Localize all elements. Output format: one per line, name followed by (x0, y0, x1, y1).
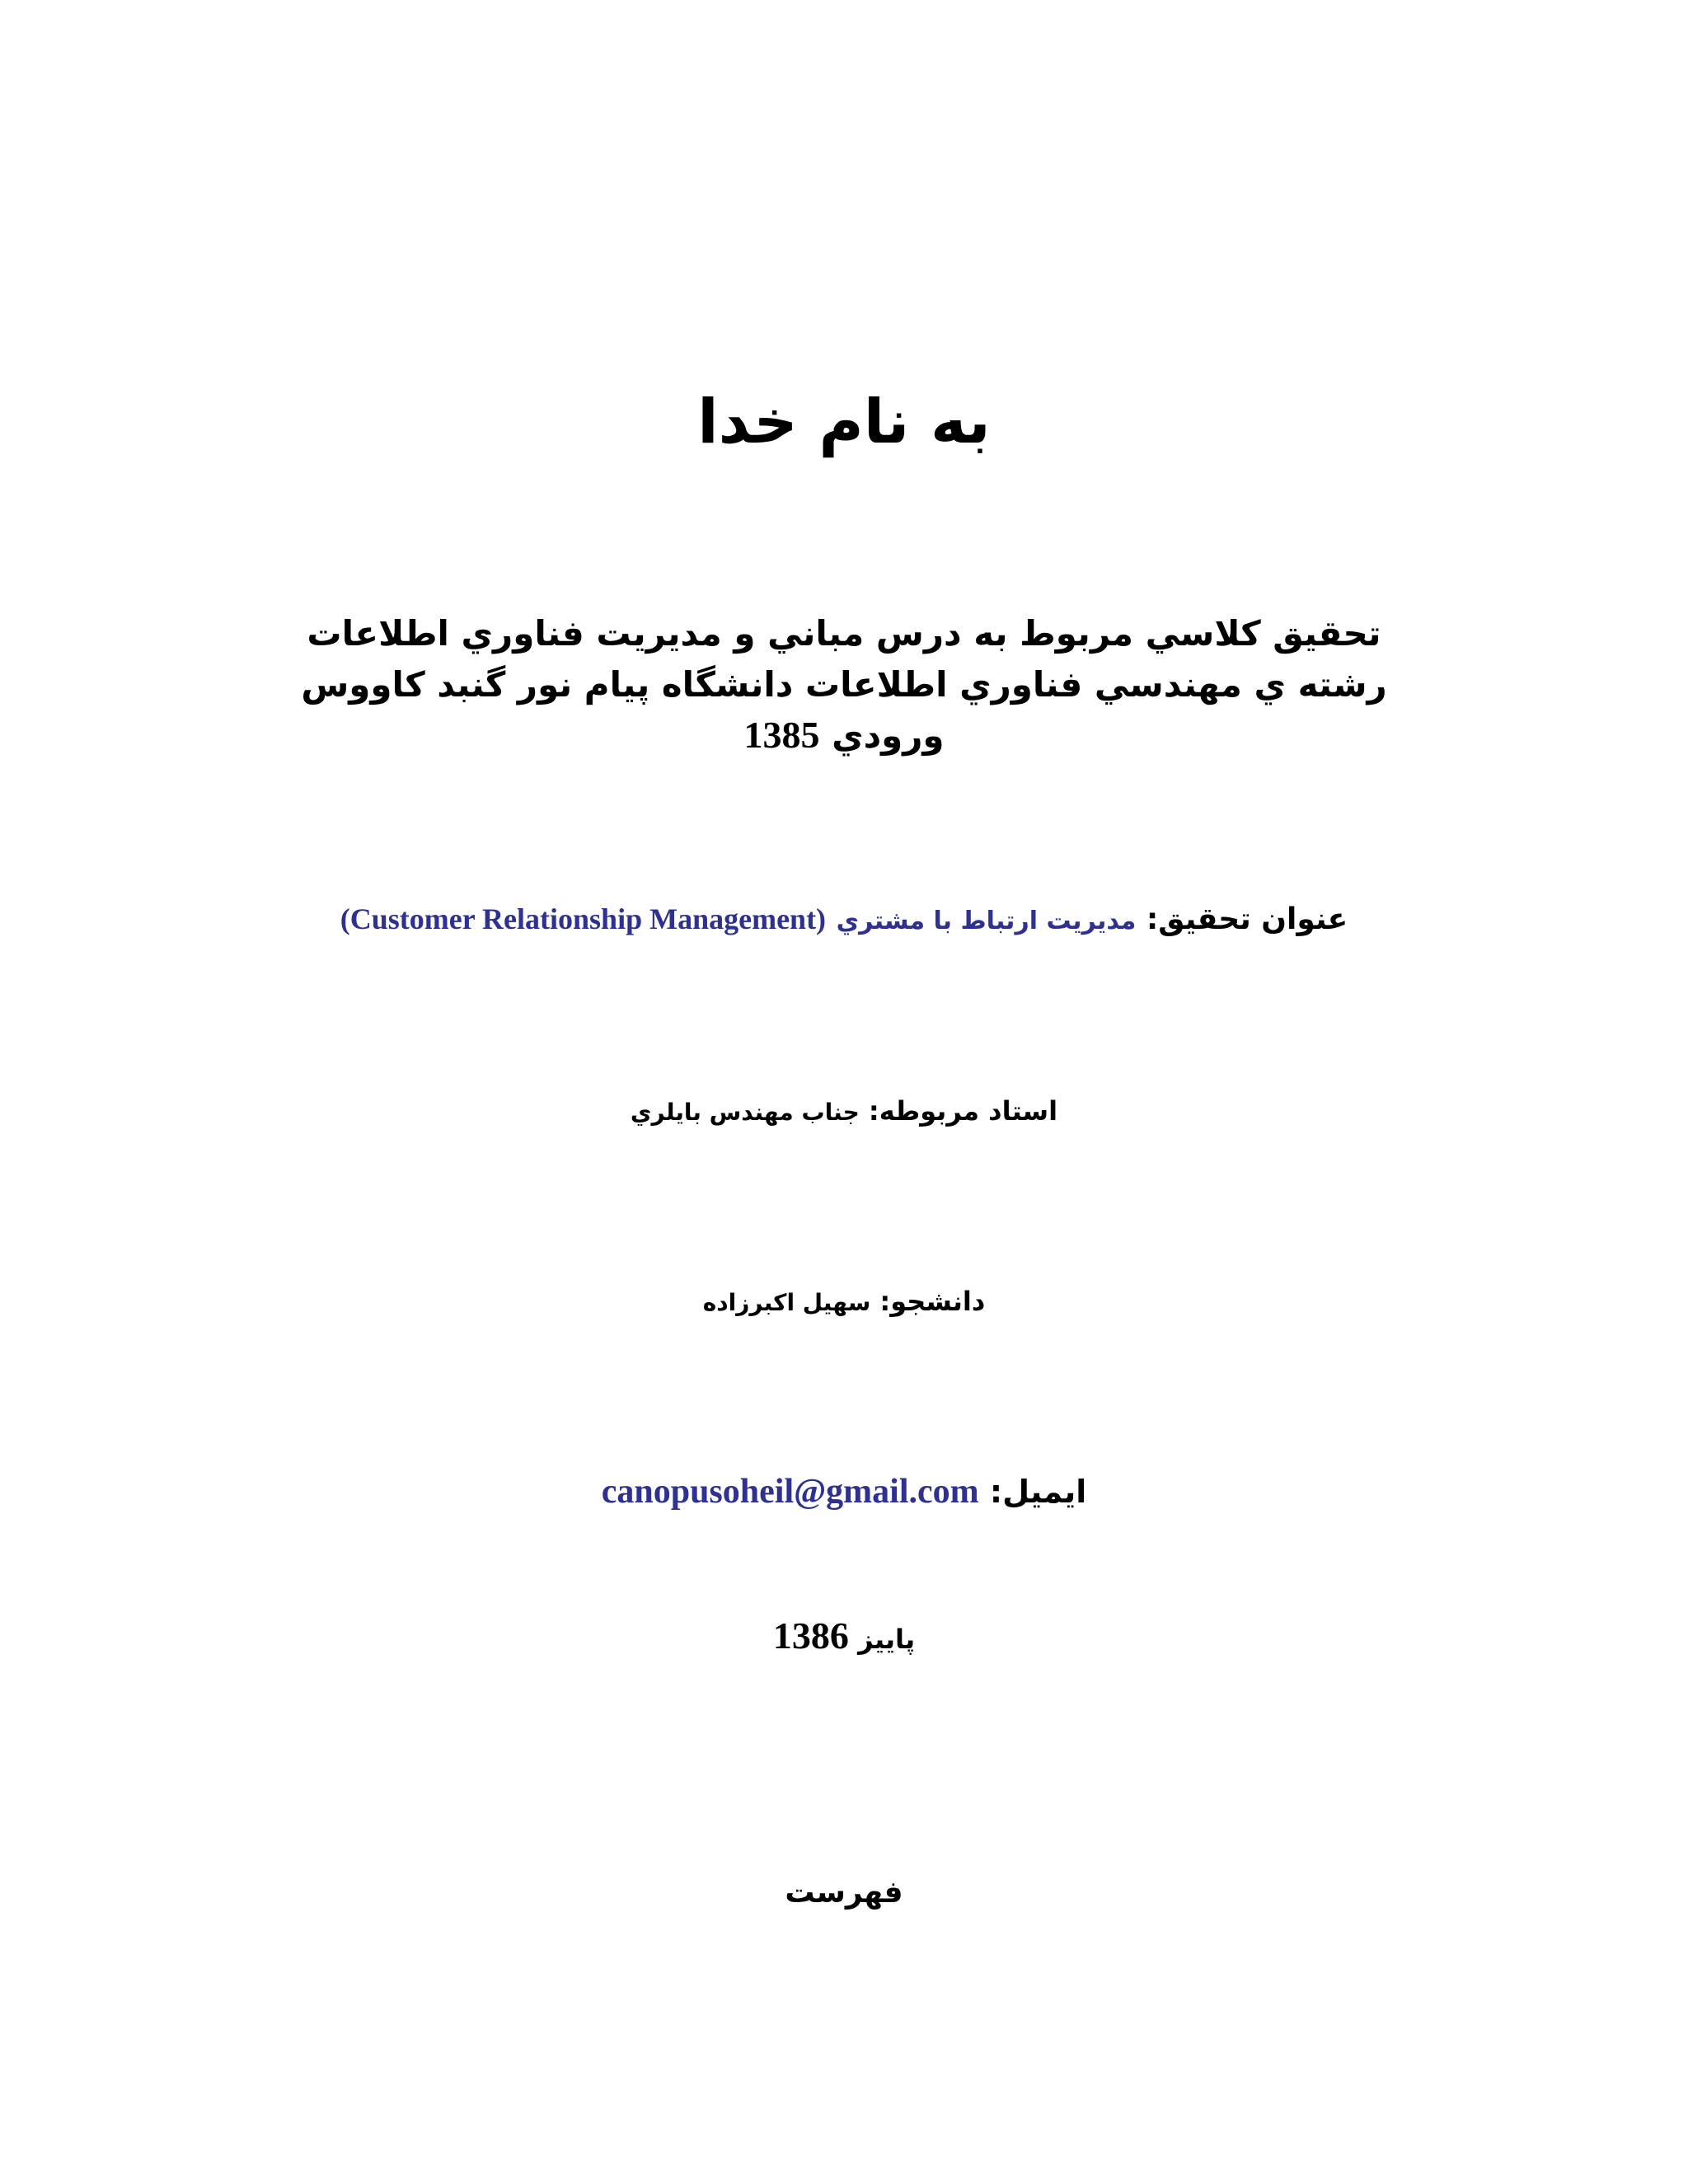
professor-line (0, 1092, 1688, 1132)
date-season: پاييز (858, 1624, 916, 1655)
toc-heading: فهرست (785, 1876, 903, 1910)
intro-entry-label: ورودي (832, 715, 945, 756)
email-link[interactable]: canopusoheil@gmail.com (601, 1473, 979, 1511)
bismillah-heading: به نام خدا (697, 387, 991, 457)
email-label: ايميل: (989, 1474, 1087, 1510)
email-line (0, 1469, 1688, 1515)
intro-entry-year: 1385 (743, 714, 820, 756)
intro-line-1: تحقيق كلاسي مربوط به درس مباني و مديريت فناوري اطلاعات (307, 613, 1381, 654)
intro-line-2: رشته ي مهندسي فناوري اطلاعات دانشگاه پيام نور گنبد كاووس (301, 664, 1387, 705)
student-label: دانشجو: (879, 1286, 986, 1317)
intro-line-3 (0, 712, 1688, 759)
research-title-value-en: (Customer Relationship Management) (340, 902, 827, 935)
research-title-value-fa: مديريت ارتباط با مشتري (836, 907, 1137, 935)
student-line (0, 1282, 1688, 1322)
professor-label: استاد مربوطه: (868, 1095, 1058, 1127)
research-title-line (0, 898, 1688, 942)
research-title-label: عنوان تحقيق: (1146, 902, 1348, 936)
student-name: سهيل اكبرزاده (702, 1289, 871, 1316)
date-year: 1386 (772, 1615, 849, 1657)
professor-name: جناب مهندس بايلري (630, 1099, 860, 1126)
date-line (0, 1615, 1688, 1660)
